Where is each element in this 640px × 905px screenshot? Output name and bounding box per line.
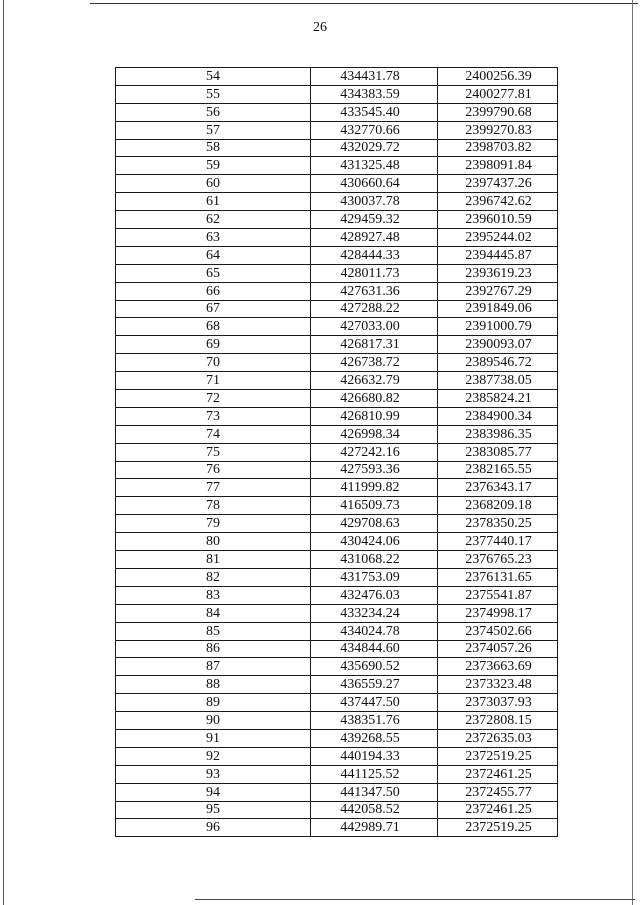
x-coordinate-cell: 427288.22 [311, 300, 438, 318]
point-number-cell: 92 [116, 747, 311, 765]
table-row [116, 712, 558, 730]
table-row [116, 586, 558, 604]
y-coordinate-cell: 2390093.07 [438, 336, 558, 354]
x-coordinate-cell: 427593.36 [311, 461, 438, 479]
y-coordinate-cell: 2373663.69 [438, 658, 558, 676]
x-coordinate-cell: 428011.73 [311, 264, 438, 282]
table-row [116, 747, 558, 765]
x-coordinate-cell: 428927.48 [311, 229, 438, 247]
point-number-cell: 74 [116, 425, 311, 443]
page-number: 26 [313, 20, 327, 35]
table-row [116, 211, 558, 229]
x-coordinate-cell: 434024.78 [311, 622, 438, 640]
point-number-cell: 62 [116, 211, 311, 229]
point-number-cell: 86 [116, 640, 311, 658]
x-coordinate-cell: 434844.60 [311, 640, 438, 658]
point-number-cell: 55 [116, 85, 311, 103]
y-coordinate-cell: 2382165.55 [438, 461, 558, 479]
x-coordinate-cell: 442989.71 [311, 819, 438, 837]
x-coordinate-cell: 431325.48 [311, 157, 438, 175]
table-row [116, 407, 558, 425]
y-coordinate-cell: 2396742.62 [438, 193, 558, 211]
x-coordinate-cell: 432029.72 [311, 139, 438, 157]
x-coordinate-cell: 442058.52 [311, 801, 438, 819]
y-coordinate-cell: 2376131.65 [438, 568, 558, 586]
x-coordinate-cell: 432770.66 [311, 121, 438, 139]
table-row [116, 425, 558, 443]
table-row [116, 68, 558, 86]
point-number-cell: 93 [116, 765, 311, 783]
y-coordinate-cell: 2393619.23 [438, 264, 558, 282]
point-number-cell: 85 [116, 622, 311, 640]
table-row [116, 479, 558, 497]
point-number-cell: 67 [116, 300, 311, 318]
x-coordinate-cell: 432476.03 [311, 586, 438, 604]
point-number-cell: 76 [116, 461, 311, 479]
point-number-cell: 84 [116, 604, 311, 622]
y-coordinate-cell: 2395244.02 [438, 229, 558, 247]
y-coordinate-cell: 2391849.06 [438, 300, 558, 318]
coordinates-table-body [116, 68, 558, 837]
coordinates-table [115, 67, 558, 837]
y-coordinate-cell: 2374998.17 [438, 604, 558, 622]
table-row [116, 175, 558, 193]
point-number-cell: 83 [116, 586, 311, 604]
table-row [116, 157, 558, 175]
table-row [116, 694, 558, 712]
point-number-cell: 59 [116, 157, 311, 175]
y-coordinate-cell: 2399790.68 [438, 103, 558, 121]
table-row [116, 318, 558, 336]
x-coordinate-cell: 416509.73 [311, 497, 438, 515]
point-number-cell: 80 [116, 533, 311, 551]
table-row [116, 765, 558, 783]
point-number-cell: 68 [116, 318, 311, 336]
point-number-cell: 58 [116, 139, 311, 157]
x-coordinate-cell: 429708.63 [311, 515, 438, 533]
point-number-cell: 81 [116, 551, 311, 569]
x-coordinate-cell: 426817.31 [311, 336, 438, 354]
y-coordinate-cell: 2385824.21 [438, 390, 558, 408]
table-row [116, 390, 558, 408]
point-number-cell: 79 [116, 515, 311, 533]
point-number-cell: 65 [116, 264, 311, 282]
x-coordinate-cell: 441125.52 [311, 765, 438, 783]
x-coordinate-cell: 436559.27 [311, 676, 438, 694]
table-row [116, 85, 558, 103]
y-coordinate-cell: 2373323.48 [438, 676, 558, 694]
x-coordinate-cell: 433545.40 [311, 103, 438, 121]
x-coordinate-cell: 427631.36 [311, 282, 438, 300]
table-row [116, 193, 558, 211]
x-coordinate-cell: 439268.55 [311, 729, 438, 747]
y-coordinate-cell: 2372519.25 [438, 747, 558, 765]
table-row [116, 282, 558, 300]
point-number-cell: 94 [116, 783, 311, 801]
table-row [116, 497, 558, 515]
point-number-cell: 60 [116, 175, 311, 193]
point-number-cell: 91 [116, 729, 311, 747]
table-row [116, 658, 558, 676]
point-number-cell: 54 [116, 68, 311, 86]
y-coordinate-cell: 2392767.29 [438, 282, 558, 300]
table-row [116, 640, 558, 658]
y-coordinate-cell: 2374057.26 [438, 640, 558, 658]
point-number-cell: 72 [116, 390, 311, 408]
y-coordinate-cell: 2398091.84 [438, 157, 558, 175]
y-coordinate-cell: 2394445.87 [438, 246, 558, 264]
y-coordinate-cell: 2375541.87 [438, 586, 558, 604]
y-coordinate-cell: 2372461.25 [438, 765, 558, 783]
x-coordinate-cell: 435690.52 [311, 658, 438, 676]
y-coordinate-cell: 2400277.81 [438, 85, 558, 103]
x-coordinate-cell: 434383.59 [311, 85, 438, 103]
point-number-cell: 78 [116, 497, 311, 515]
table-row [116, 139, 558, 157]
y-coordinate-cell: 2383986.35 [438, 425, 558, 443]
point-number-cell: 70 [116, 354, 311, 372]
table-row [116, 783, 558, 801]
x-coordinate-cell: 426632.79 [311, 372, 438, 390]
point-number-cell: 87 [116, 658, 311, 676]
x-coordinate-cell: 433234.24 [311, 604, 438, 622]
point-number-cell: 77 [116, 479, 311, 497]
x-coordinate-cell: 411999.82 [311, 479, 438, 497]
point-number-cell: 57 [116, 121, 311, 139]
table-row [116, 515, 558, 533]
point-number-cell: 88 [116, 676, 311, 694]
table-row [116, 801, 558, 819]
table-row [116, 246, 558, 264]
x-coordinate-cell: 426810.99 [311, 407, 438, 425]
y-coordinate-cell: 2376343.17 [438, 479, 558, 497]
table-row [116, 372, 558, 390]
x-coordinate-cell: 430660.64 [311, 175, 438, 193]
table-row [116, 300, 558, 318]
scan-edge-left [3, 0, 4, 905]
y-coordinate-cell: 2383085.77 [438, 443, 558, 461]
y-coordinate-cell: 2373037.93 [438, 694, 558, 712]
point-number-cell: 90 [116, 712, 311, 730]
y-coordinate-cell: 2396010.59 [438, 211, 558, 229]
point-number-cell: 75 [116, 443, 311, 461]
x-coordinate-cell: 429459.32 [311, 211, 438, 229]
x-coordinate-cell: 426998.34 [311, 425, 438, 443]
y-coordinate-cell: 2372808.15 [438, 712, 558, 730]
x-coordinate-cell: 431753.09 [311, 568, 438, 586]
scan-edge-top [90, 3, 638, 4]
point-number-cell: 66 [116, 282, 311, 300]
point-number-cell: 82 [116, 568, 311, 586]
point-number-cell: 56 [116, 103, 311, 121]
point-number-cell: 61 [116, 193, 311, 211]
point-number-cell: 95 [116, 801, 311, 819]
y-coordinate-cell: 2372519.25 [438, 819, 558, 837]
table-row [116, 461, 558, 479]
x-coordinate-cell: 427033.00 [311, 318, 438, 336]
scan-edge-bottom [195, 899, 635, 900]
x-coordinate-cell: 427242.16 [311, 443, 438, 461]
table-row [116, 354, 558, 372]
table-row [116, 819, 558, 837]
point-number-cell: 71 [116, 372, 311, 390]
y-coordinate-cell: 2376765.23 [438, 551, 558, 569]
point-number-cell: 64 [116, 246, 311, 264]
table-row [116, 443, 558, 461]
x-coordinate-cell: 428444.33 [311, 246, 438, 264]
table-row [116, 622, 558, 640]
x-coordinate-cell: 440194.33 [311, 747, 438, 765]
table-row [116, 604, 558, 622]
table-row [116, 229, 558, 247]
x-coordinate-cell: 438351.76 [311, 712, 438, 730]
x-coordinate-cell: 426738.72 [311, 354, 438, 372]
y-coordinate-cell: 2397437.26 [438, 175, 558, 193]
x-coordinate-cell: 426680.82 [311, 390, 438, 408]
x-coordinate-cell: 431068.22 [311, 551, 438, 569]
y-coordinate-cell: 2372455.77 [438, 783, 558, 801]
table-row [116, 676, 558, 694]
y-coordinate-cell: 2378350.25 [438, 515, 558, 533]
y-coordinate-cell: 2400256.39 [438, 68, 558, 86]
y-coordinate-cell: 2377440.17 [438, 533, 558, 551]
x-coordinate-cell: 430424.06 [311, 533, 438, 551]
table-row [116, 121, 558, 139]
y-coordinate-cell: 2372635.03 [438, 729, 558, 747]
y-coordinate-cell: 2399270.83 [438, 121, 558, 139]
y-coordinate-cell: 2368209.18 [438, 497, 558, 515]
y-coordinate-cell: 2391000.79 [438, 318, 558, 336]
point-number-cell: 73 [116, 407, 311, 425]
point-number-cell: 63 [116, 229, 311, 247]
table-row [116, 336, 558, 354]
y-coordinate-cell: 2374502.66 [438, 622, 558, 640]
table-row [116, 264, 558, 282]
scan-edge-right [632, 0, 633, 905]
point-number-cell: 69 [116, 336, 311, 354]
y-coordinate-cell: 2384900.34 [438, 407, 558, 425]
table-row [116, 729, 558, 747]
point-number-cell: 96 [116, 819, 311, 837]
table-row [116, 551, 558, 569]
y-coordinate-cell: 2389546.72 [438, 354, 558, 372]
x-coordinate-cell: 437447.50 [311, 694, 438, 712]
y-coordinate-cell: 2372461.25 [438, 801, 558, 819]
y-coordinate-cell: 2387738.05 [438, 372, 558, 390]
x-coordinate-cell: 434431.78 [311, 68, 438, 86]
point-number-cell: 89 [116, 694, 311, 712]
y-coordinate-cell: 2398703.82 [438, 139, 558, 157]
x-coordinate-cell: 441347.50 [311, 783, 438, 801]
table-row [116, 568, 558, 586]
x-coordinate-cell: 430037.78 [311, 193, 438, 211]
table-row [116, 103, 558, 121]
table-row [116, 533, 558, 551]
